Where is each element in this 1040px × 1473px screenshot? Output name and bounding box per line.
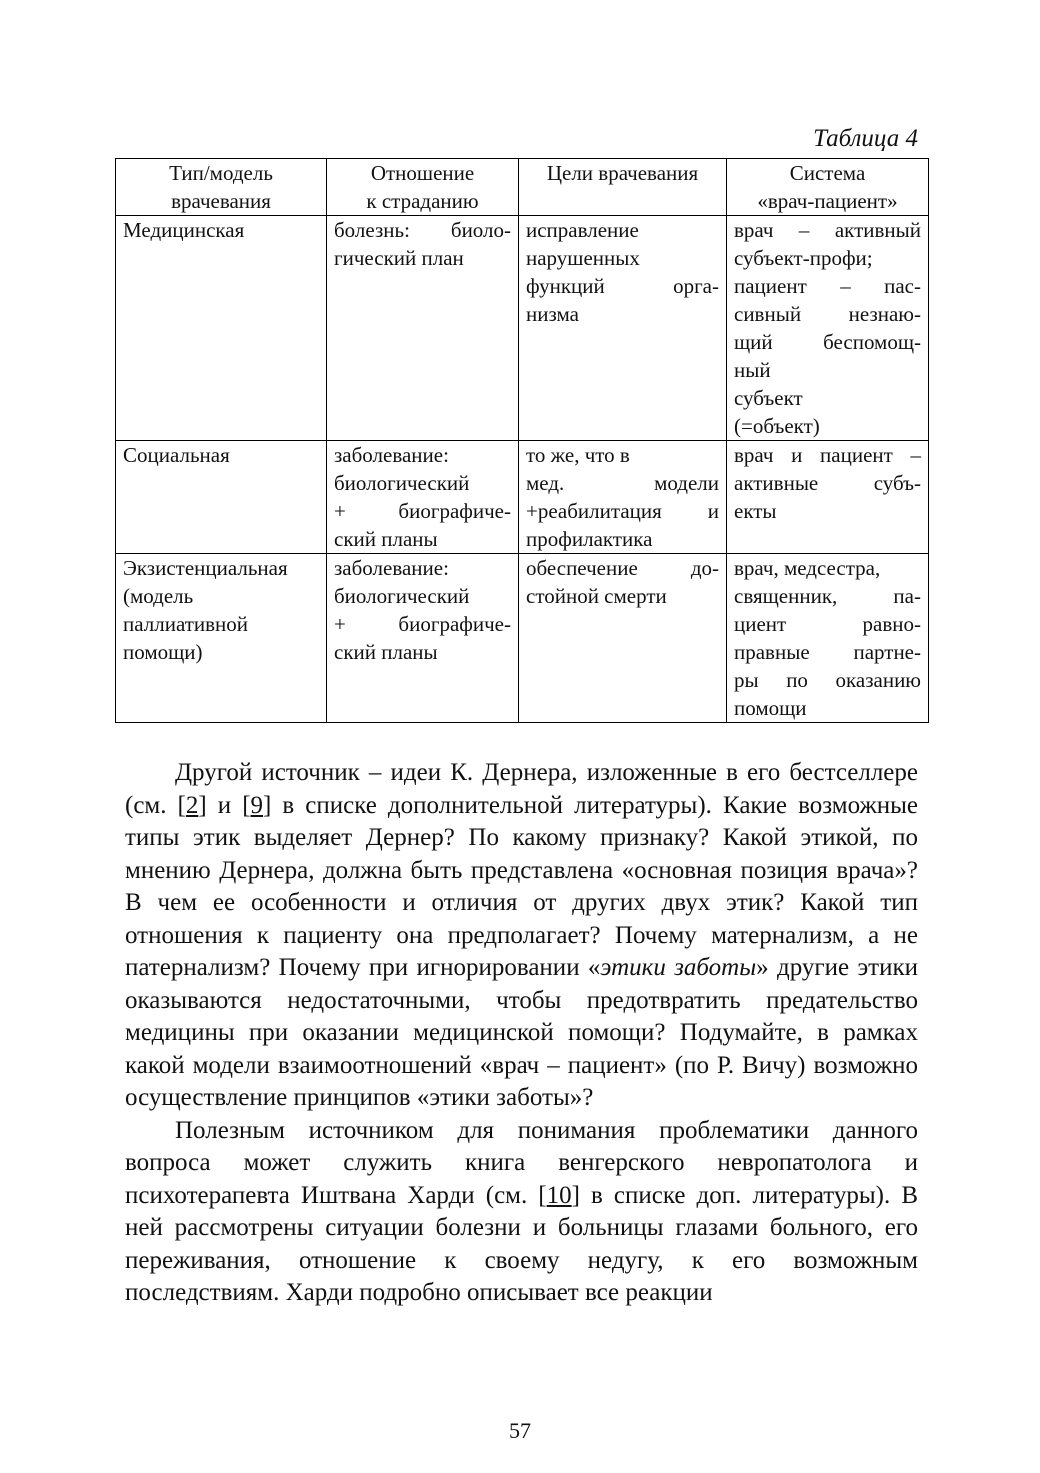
cell-line: (модель	[123, 584, 194, 608]
header-type-model	[116, 159, 327, 216]
cell-line: Медицинская	[123, 218, 245, 242]
models-table	[115, 158, 929, 723]
cell-line: обеспечение до-	[526, 556, 719, 580]
cell-line: гический план	[334, 246, 464, 270]
cell-line: заболевание:	[334, 556, 449, 580]
table-cell	[519, 216, 727, 441]
cell-line: + биографиче-	[334, 499, 511, 523]
cell-line: сивный незнаю-	[734, 302, 921, 326]
page-number: 57	[509, 1418, 531, 1443]
cell-line: исправление	[526, 218, 639, 242]
cell-line: екты	[734, 499, 777, 523]
cell-line: врач, медсестра,	[734, 556, 881, 580]
table-cell	[116, 441, 327, 554]
header-goals	[519, 159, 727, 216]
cell-line: пациент – пас-	[734, 274, 921, 298]
cell-line: субъект-профи;	[734, 246, 873, 270]
table-cell	[727, 554, 929, 723]
cell-line: функций орга-	[526, 274, 719, 298]
cell-line: Социальная	[123, 443, 230, 467]
cell-line: ский планы	[334, 640, 438, 664]
table-row	[116, 554, 929, 723]
table-cell	[727, 216, 929, 441]
cell-line: стойной смерти	[526, 584, 667, 608]
paragraph: Полезным источником для понимания проблематики данного вопроса может служить книга венгерского невропатолога и психотерапевта Иштвана Харди (см. [10] в списке доп. литературы). В ней рассмотрены ситуации болезни и больницы глазами больного, его переживания, отношение к своему недугу, к его возможным последствиям. Харди подробно описывает все реакции	[125, 1116, 919, 1306]
cell-line: правные партне-	[734, 640, 921, 664]
table-header-row	[116, 159, 929, 216]
cell-line: то же, что в	[526, 443, 630, 467]
cell-line: (=объект)	[734, 414, 820, 438]
reference-link[interactable]: 2	[185, 791, 199, 819]
header-attitude	[327, 159, 519, 216]
cell-line: Отношение	[370, 161, 475, 185]
paragraph: Другой источник – идеи К. Дернера, изложенные в его бестселлере (см. [2] и [9] в списке дополнительной литературы). Какие возможные типы этик выделяет Дернер? По какому признаку? Какой этикой, по мнению Дернера, должна быть представлена «основная позиция врача»? В чем ее особенности и отличия от других двух этик? Какой тип отношения к пациенту она предполагает? Почему матернализм, а не патернализм? Почему при игнорировании «этики заботы» другие этики оказываются недостаточными, чтобы предотвратить предательство медицины при оказании медицинской помощи? Подумайте, в рамках какой модели взаимоотношений «врач – пациент» (по Р. Вичу) возможно осуществление принципов «этики заботы»?	[125, 759, 919, 1111]
table-cell	[519, 554, 727, 723]
cell-line: врачевания	[171, 189, 271, 213]
cell-line: болезнь: биоло-	[334, 218, 511, 242]
cell-line: заболевание:	[334, 443, 449, 467]
table-cell	[519, 441, 727, 554]
table-cell	[327, 554, 519, 723]
cell-line: к страданию	[366, 189, 479, 213]
cell-line: циент равно-	[734, 612, 921, 636]
cell-line: субъект	[734, 386, 803, 410]
table-cell	[116, 216, 327, 441]
cell-line: помощи)	[123, 640, 203, 664]
table-cell	[116, 554, 327, 723]
table-cell	[327, 216, 519, 441]
cell-line: священник, па-	[734, 584, 921, 608]
cell-line: помощи	[734, 696, 807, 720]
cell-line: врач и пациент –	[734, 443, 921, 467]
cell-line: Система	[789, 161, 866, 185]
table-row	[116, 441, 929, 554]
cell-line: нарушенных	[526, 246, 640, 270]
table-cell	[727, 441, 929, 554]
table-cell	[327, 441, 519, 554]
cell-line: «врач-пациент»	[757, 189, 898, 213]
cell-line: Экзистенциальная	[123, 556, 288, 580]
cell-line: щий беспомощ-	[734, 330, 921, 354]
cell-line: Тип/модель	[169, 161, 273, 185]
cell-line: +реабилитация и	[526, 499, 719, 523]
cell-line: биологический	[334, 584, 470, 608]
cell-line: ский планы	[334, 527, 438, 551]
cell-line: + биографиче-	[334, 612, 511, 636]
reference-link[interactable]: 9	[250, 791, 264, 819]
reference-link[interactable]: 10	[546, 1181, 572, 1209]
cell-line: биологический	[334, 471, 470, 495]
cell-line: ры по оказанию	[734, 668, 921, 692]
table-row	[116, 216, 929, 441]
header-system	[727, 159, 929, 216]
cell-line: профилактика	[526, 527, 653, 551]
cell-line: Цели врачевания	[546, 161, 699, 185]
table-caption: Таблица 4	[813, 125, 918, 152]
cell-line: мед. модели	[526, 471, 719, 495]
cell-line: активные субъ-	[734, 471, 921, 495]
cell-line: низма	[526, 302, 579, 326]
emphasis: этики заботы	[600, 954, 757, 981]
cell-line: врач – активный	[734, 218, 921, 242]
cell-line: ный	[734, 358, 771, 382]
body-text	[125, 757, 918, 1310]
cell-line: паллиативной	[123, 612, 249, 636]
